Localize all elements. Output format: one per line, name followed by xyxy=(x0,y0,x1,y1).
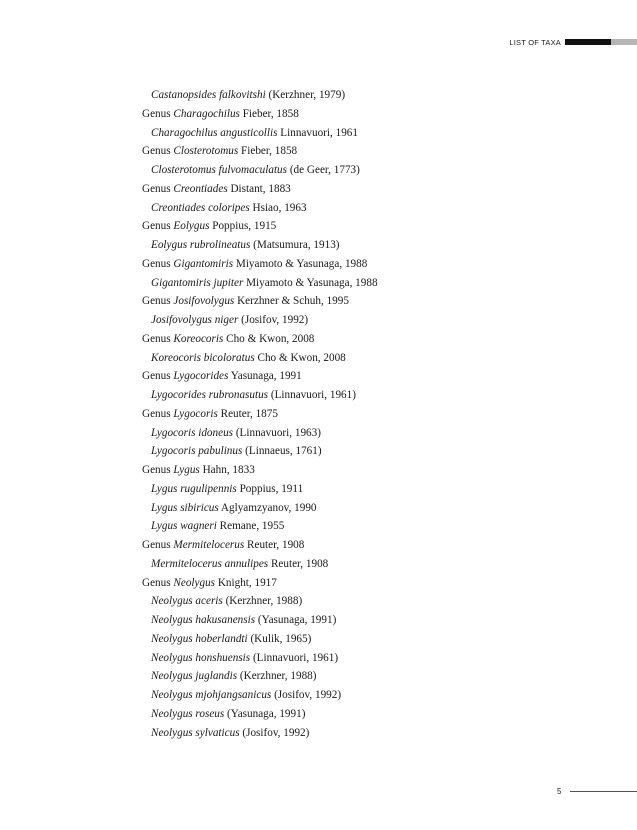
species-entry xyxy=(142,667,378,686)
taxon-name: Neolygus hakusanensis xyxy=(151,614,256,626)
species-entry xyxy=(142,442,378,461)
taxon-authority: Reuter, 1908 xyxy=(270,557,329,570)
species-entry xyxy=(142,236,378,255)
taxon-name: Closterotomus xyxy=(173,145,239,158)
genus-entry xyxy=(142,405,378,424)
taxon-authority: (Linnavuori, 1961) xyxy=(252,651,339,664)
taxon-name: Neolygus hoberlandti xyxy=(151,632,248,645)
taxon-authority: Hsiao, 1963 xyxy=(252,201,307,214)
taxon-authority: (Linnavuori, 1963) xyxy=(235,426,321,439)
species-entry xyxy=(142,592,378,611)
taxon-name: Charagochilus xyxy=(173,107,240,120)
taxon-name: Eolygus rubrolineatus xyxy=(151,239,251,251)
taxon-authority: Fieber, 1858 xyxy=(241,145,298,158)
taxon-authority: (de Geer, 1773) xyxy=(289,164,360,176)
taxon-authority: Miyamoto & Yasunaga, 1988 xyxy=(235,257,368,270)
species-entry xyxy=(142,199,378,218)
taxon-authority: (Kerzhner, 1979) xyxy=(268,89,346,101)
genus-entry xyxy=(142,217,378,236)
taxon-name: Castanopsides falkovitshi xyxy=(151,89,266,101)
running-header-label: LIST OF TAXA xyxy=(509,37,561,47)
species-entry xyxy=(142,349,378,368)
taxon-authority: Hahn, 1833 xyxy=(202,464,255,476)
genus-entry xyxy=(142,105,378,124)
rank-keyword: Genus xyxy=(142,107,171,120)
footer-rule xyxy=(570,791,637,792)
page-number: 5 xyxy=(557,787,562,796)
taxon-name: Lygocoris idoneus xyxy=(151,426,234,439)
rank-keyword: Genus xyxy=(142,220,171,233)
taxon-name: Mermitelocerus xyxy=(173,539,245,551)
genus-entry xyxy=(142,536,378,555)
species-entry xyxy=(142,499,378,518)
species-entry xyxy=(142,724,378,743)
taxon-authority: Reuter, 1875 xyxy=(220,407,278,420)
taxon-name: Creontiades xyxy=(173,182,228,195)
taxon-authority: Miyamoto & Yasunaga, 1988 xyxy=(246,276,378,289)
taxon-name: Neolygus mjohjangsanicus xyxy=(151,689,272,701)
taxon-authority: Distant, 1883 xyxy=(230,182,291,195)
taxon-authority: Cho & Kwon, 2008 xyxy=(226,332,315,345)
genus-entry xyxy=(142,367,378,386)
taxon-name: Closterotomus fulvomaculatus xyxy=(151,164,288,176)
taxon-authority: Cho & Kwon, 2008 xyxy=(257,351,346,364)
taxon-name: Gigantomiris jupiter xyxy=(151,276,244,289)
taxon-authority: (Josifov, 1992) xyxy=(274,689,342,701)
taxon-name: Creontiades coloripes xyxy=(151,201,250,214)
taxon-authority: (Kerzhner, 1988) xyxy=(225,595,303,608)
rank-keyword: Genus xyxy=(142,576,171,589)
taxon-name: Koreocoris xyxy=(173,332,224,345)
genus-entry xyxy=(142,180,378,199)
taxon-name: Mermitelocerus annulipes xyxy=(151,557,269,570)
taxon-authority: (Linnaeus, 1761) xyxy=(245,445,322,458)
taxon-name: Lygus sibiricus xyxy=(151,501,219,514)
rank-keyword: Genus xyxy=(142,332,171,345)
rank-keyword: Genus xyxy=(142,539,171,551)
taxon-authority: (Kulik, 1965) xyxy=(250,632,312,645)
rank-keyword: Genus xyxy=(142,370,171,383)
species-entry xyxy=(142,124,378,143)
taxon-name: Lygocoris pabulinus xyxy=(151,445,243,458)
rank-keyword: Genus xyxy=(142,257,171,270)
genus-entry xyxy=(142,255,378,274)
taxon-authority: Poppius, 1911 xyxy=(239,482,304,495)
taxon-name: Neolygus honshuensis xyxy=(151,651,251,664)
header-bar-dark xyxy=(565,39,611,45)
taxa-list xyxy=(142,86,378,742)
taxon-name: Neolygus roseus xyxy=(151,707,225,720)
species-entry xyxy=(142,630,378,649)
taxon-name: Neolygus sylvaticus xyxy=(151,726,240,739)
genus-entry xyxy=(142,330,378,349)
taxon-name: Lygus wagneri xyxy=(151,520,217,533)
taxon-name: Lygocoris xyxy=(173,407,218,420)
species-entry xyxy=(142,649,378,668)
species-entry xyxy=(142,86,378,105)
running-header xyxy=(509,37,637,47)
species-entry xyxy=(142,161,378,180)
taxon-authority: (Yasunaga, 1991) xyxy=(257,614,337,626)
taxon-authority: (Matsumura, 1913) xyxy=(253,239,340,251)
species-entry xyxy=(142,555,378,574)
genus-entry xyxy=(142,574,378,593)
taxon-authority: Remane, 1955 xyxy=(219,520,285,533)
page-footer xyxy=(557,787,637,796)
species-entry xyxy=(142,311,378,330)
taxon-name: Lygus rugulipennis xyxy=(151,482,237,495)
taxon-name: Josifovolygus niger xyxy=(151,314,239,326)
genus-entry xyxy=(142,142,378,161)
genus-entry xyxy=(142,292,378,311)
taxon-name: Neolygus aceris xyxy=(151,595,223,608)
species-entry xyxy=(142,705,378,724)
species-entry xyxy=(142,686,378,705)
taxon-authority: (Josifov, 1992) xyxy=(242,726,310,739)
rank-keyword: Genus xyxy=(142,464,171,476)
taxon-name: Lygocorides xyxy=(173,370,229,383)
species-entry xyxy=(142,424,378,443)
rank-keyword: Genus xyxy=(142,295,171,308)
taxon-name: Gigantomiris xyxy=(173,257,234,270)
taxon-name: Eolygus xyxy=(173,220,210,233)
taxon-authority: Yasunaga, 1991 xyxy=(230,370,302,383)
taxon-authority: (Kerzhner, 1988) xyxy=(239,670,317,683)
species-entry xyxy=(142,517,378,536)
taxon-name: Lygocorides rubronasutus xyxy=(151,389,269,401)
rank-keyword: Genus xyxy=(142,182,171,195)
header-bar-light xyxy=(611,39,637,45)
taxon-name: Neolygus xyxy=(173,576,216,589)
taxon-name: Neolygus juglandis xyxy=(151,670,238,683)
taxon-name: Lygus xyxy=(173,464,200,476)
taxon-authority: (Josifov, 1992) xyxy=(241,314,309,326)
genus-entry xyxy=(142,461,378,480)
rank-keyword: Genus xyxy=(142,407,171,420)
species-entry xyxy=(142,274,378,293)
rank-keyword: Genus xyxy=(142,145,171,158)
taxon-authority: (Linnavuori, 1961) xyxy=(270,389,356,401)
species-entry xyxy=(142,386,378,405)
species-entry xyxy=(142,480,378,499)
taxon-authority: Fieber, 1858 xyxy=(242,107,299,120)
taxon-authority: Kerzhner & Schuh, 1995 xyxy=(237,295,349,308)
taxon-name: Josifovolygus xyxy=(173,295,235,308)
taxon-name: Charagochilus angusticollis xyxy=(151,126,278,139)
taxon-name: Koreocoris bicoloratus xyxy=(151,351,255,364)
taxon-authority: Knight, 1917 xyxy=(217,576,277,589)
taxon-authority: Aglyamzyanov, 1990 xyxy=(220,501,317,514)
taxon-authority: (Yasunaga, 1991) xyxy=(227,707,306,720)
species-entry xyxy=(142,611,378,630)
taxon-authority: Poppius, 1915 xyxy=(212,220,277,233)
taxon-authority: Linnavuori, 1961 xyxy=(280,126,358,139)
taxon-authority: Reuter, 1908 xyxy=(247,539,305,551)
